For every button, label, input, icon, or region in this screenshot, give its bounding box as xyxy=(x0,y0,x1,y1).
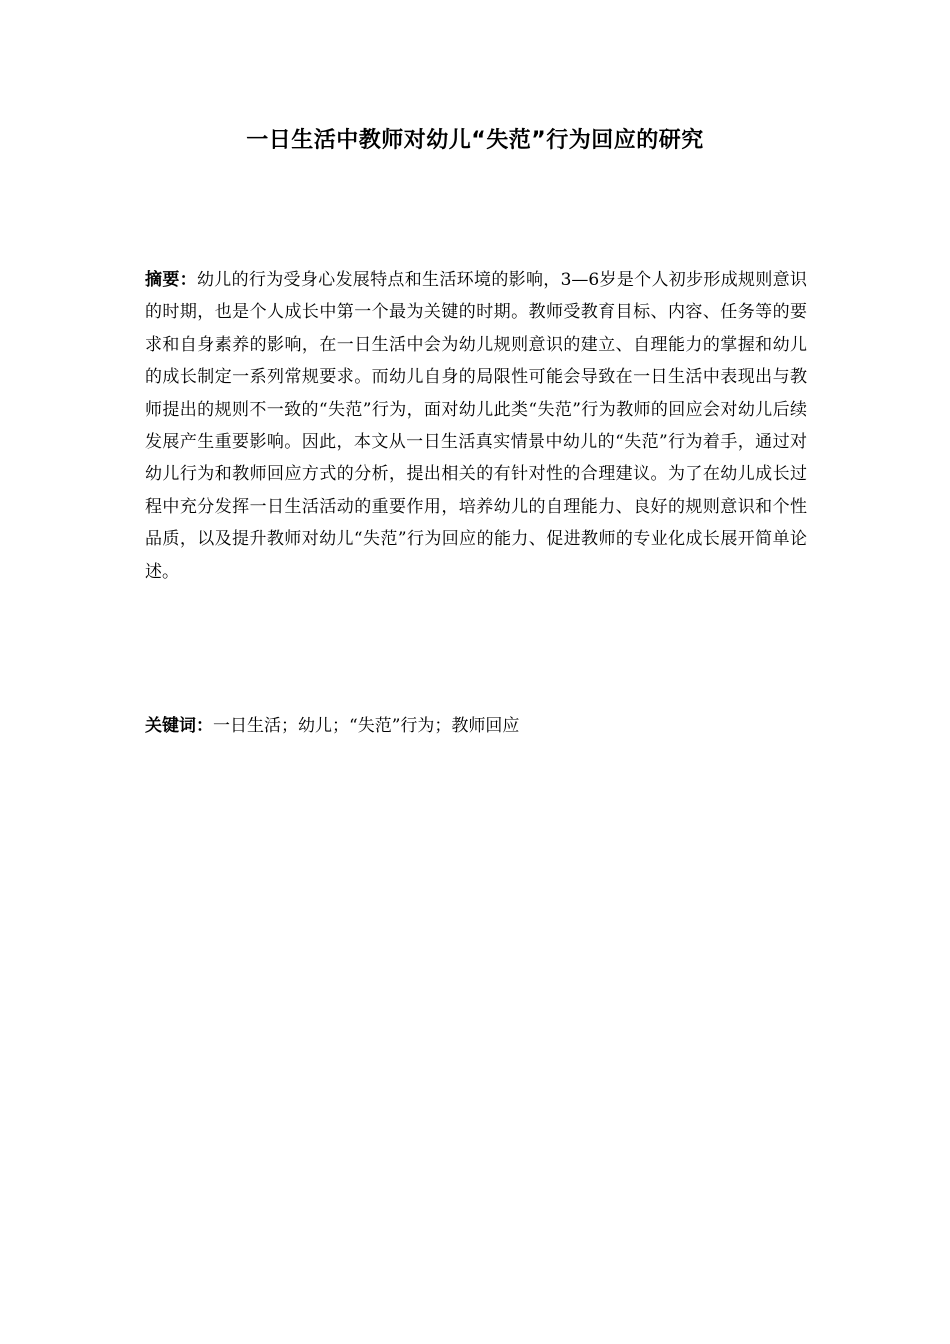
keywords-label: 关键词： xyxy=(145,716,213,736)
abstract-paragraph xyxy=(145,264,807,588)
abstract-text: 幼儿的行为受身心发展特点和生活环境的影响，3—6岁是个人初步形成规则意识的时期，也是个人成长中第一个最为关键的时期。教师受教育目标、内容、任务等的要求和自身素养的影响，在一日生活中会为幼儿规则意识的建立、自理能力的掌握和幼儿的成长制定一系列常规要求。而幼儿自身的局限性可能会导致在一日生活中表现出与教师提出的规则不一致的“失范”行为，面对幼儿此类“失范”行为教师的回应会对幼儿后续发展产生重要影响。因此，本文从一日生活真实情景中幼儿的“失范”行为着手，通过对幼儿行为和教师回应方式的分析，提出相关的有针对性的合理建议。为了在幼儿成长过程中充分发挥一日生活活动的重要作用，培养幼儿的自理能力、良好的规则意识和个性品质，以及提升教师对幼儿“失范”行为回应的能力、促进教师的专业化成长展开简单论述。 xyxy=(145,270,807,582)
keywords-paragraph xyxy=(145,710,807,742)
keywords-text: 一日生活；幼儿；“失范”行为；教师回应 xyxy=(213,716,520,736)
abstract-label: 摘要： xyxy=(145,270,197,290)
paper-title: 一日生活中教师对幼儿“失范”行为回应的研究 xyxy=(246,128,704,153)
